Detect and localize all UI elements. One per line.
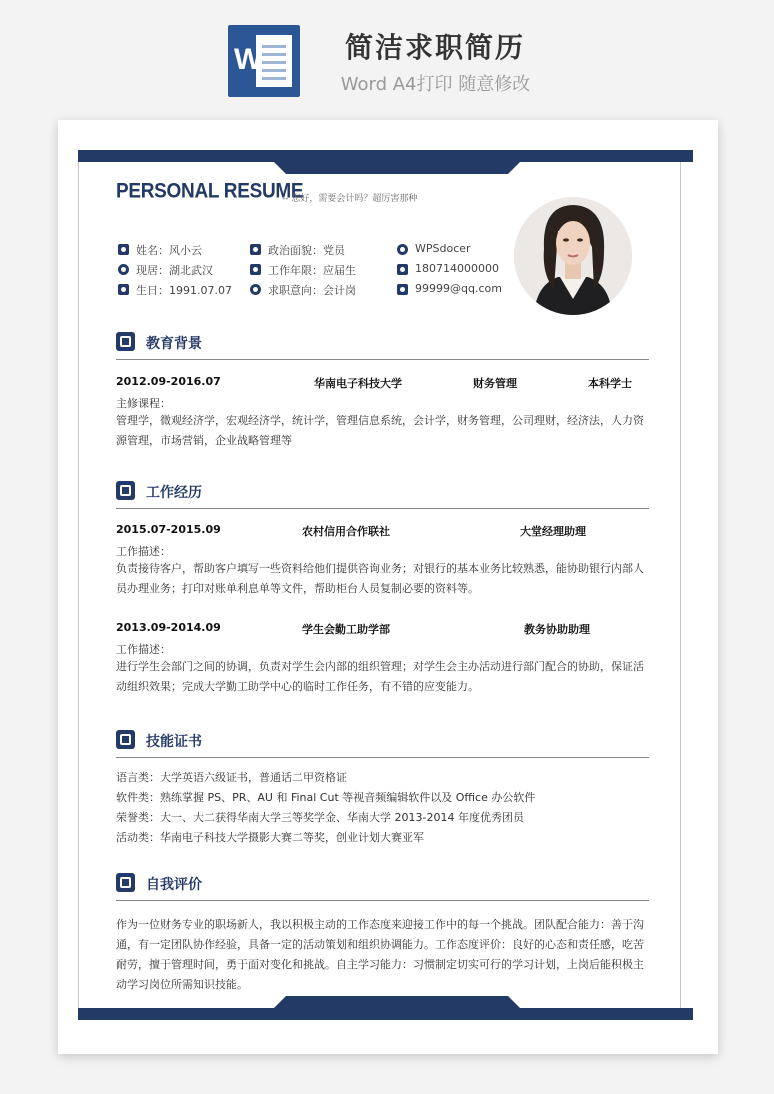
chat-icon — [397, 244, 408, 255]
banner-subtitle: Word A4打印 随意修改 — [340, 74, 531, 95]
word-logo-icon: W — [228, 25, 300, 97]
work-org: 学生会勤工助学部 — [302, 623, 390, 636]
graduation-cap-icon — [116, 332, 135, 351]
self-text: 作为一位财务专业的职场新人，我以积极主动的工作态度来迎接工作中的每一个挑战。团队配合能力：善于沟通，有一定团队协作经验，具备一定的活动策划和组织协调能力。工作态度评价：良好的心态和责任感，吃苦耐劳，擅于管理时间，勇于面对变化和挑战。自主学习能力：习惯制定切实可行的学习计划，上岗后能积极主动学习岗位所需知识技能。 — [116, 918, 644, 991]
chart-icon — [116, 481, 135, 500]
profile-photo — [514, 197, 632, 315]
target-icon — [250, 284, 261, 295]
info-email: 99999@qq.com — [415, 282, 502, 295]
work-date: 2013.09-2014.09 — [116, 621, 221, 634]
user-icon — [116, 873, 135, 892]
skill-line: 荣誉类：大一、大二获得华南大学三等奖学金、华南大学 2013-2014 年度优秀团员 — [116, 811, 524, 824]
self-divider — [116, 900, 649, 901]
education-degree: 本科学士 — [588, 377, 632, 390]
flag-icon — [250, 244, 261, 255]
work-role: 大堂经理助理 — [520, 525, 586, 538]
banner-title: 简洁求职简历 — [344, 31, 525, 64]
bottom-tab — [274, 996, 520, 1008]
info-name: 姓名：风小云 — [136, 244, 202, 257]
self-title: 自我评价 — [146, 877, 202, 893]
work-role: 教务协助助理 — [524, 623, 590, 636]
resume-sheet — [58, 120, 718, 1054]
right-border — [680, 162, 681, 1008]
top-bar — [78, 150, 693, 162]
work-desc: 负责接待客户，帮助客户填写一些资料给他们提供咨询业务；对银行的基本业务比较熟悉，能协助银行内部人员办理业务；打印对账单利息单等文件，帮助柜台人员复制必要的资料等。 — [116, 562, 644, 595]
calendar-icon — [118, 284, 129, 295]
phone-icon — [397, 264, 408, 275]
skills-title: 技能证书 — [146, 734, 202, 750]
courses-label: 主修课程： — [116, 397, 171, 410]
skill-line: 语言类：大学英语六级证书，普通话二甲资格证 — [116, 771, 347, 784]
education-school: 华南电子科技大学 — [314, 377, 402, 390]
work-desc: 进行学生会部门之间的协调，负责对学生会内部的组织管理；对学生会主办活动进行部门配合的协助，保证活动组织效果；完成大学勤工助学中心的临时工作任务，有不错的应变能力。 — [116, 660, 644, 693]
info-political: 政治面貌：党员 — [268, 244, 345, 257]
person-icon — [118, 244, 129, 255]
left-border — [78, 162, 79, 1008]
info-intent: 求职意向：会计岗 — [268, 284, 356, 297]
certificate-icon — [116, 730, 135, 749]
work-divider — [116, 508, 649, 509]
skill-line: 软件类：熟练掌握 PS、PR、AU 和 Final Cut 等视音频编辑软件以及 Office 办公软件 — [116, 791, 536, 804]
banner — [0, 0, 774, 116]
skill-line: 活动类：华南电子科技大学摄影大赛二等奖，创业计划大赛亚军 — [116, 831, 424, 844]
top-tab — [274, 162, 520, 174]
info-years: 工作年限：应届生 — [268, 264, 356, 277]
work-desc-label: 工作描述： — [116, 643, 171, 656]
work-org: 农村信用合作联社 — [302, 525, 390, 538]
work-title: 工作经历 — [146, 485, 202, 501]
bottom-bar — [78, 1008, 693, 1020]
location-icon — [118, 264, 129, 275]
education-divider — [116, 359, 649, 360]
courses-text: 管理学，微观经济学，宏观经济学，统计学，管理信息系统，会计学，财务管理，公司理财，经济法，人力资源管理，市场营销，企业战略管理等 — [116, 414, 644, 447]
info-residence: 现居：湖北武汉 — [136, 264, 213, 277]
education-title: 教育背景 — [146, 336, 202, 352]
mail-icon — [397, 284, 408, 295]
work-desc-label: 工作描述： — [116, 545, 171, 558]
resume-title: PERSONAL RESUME — [116, 179, 304, 203]
info-wps: WPSdocer — [415, 242, 471, 255]
education-date: 2012.09-2016.07 — [116, 375, 221, 388]
skills-divider — [116, 757, 649, 758]
info-birthday: 生日：1991.07.07 — [136, 284, 232, 297]
info-phone: 180714000000 — [415, 262, 499, 275]
education-major: 财务管理 — [473, 377, 517, 390]
work-date: 2015.07-2015.09 — [116, 523, 221, 536]
resume-tagline: -- 您好，需要会计吗？超厉害那种 — [282, 194, 418, 204]
team-icon — [250, 264, 261, 275]
